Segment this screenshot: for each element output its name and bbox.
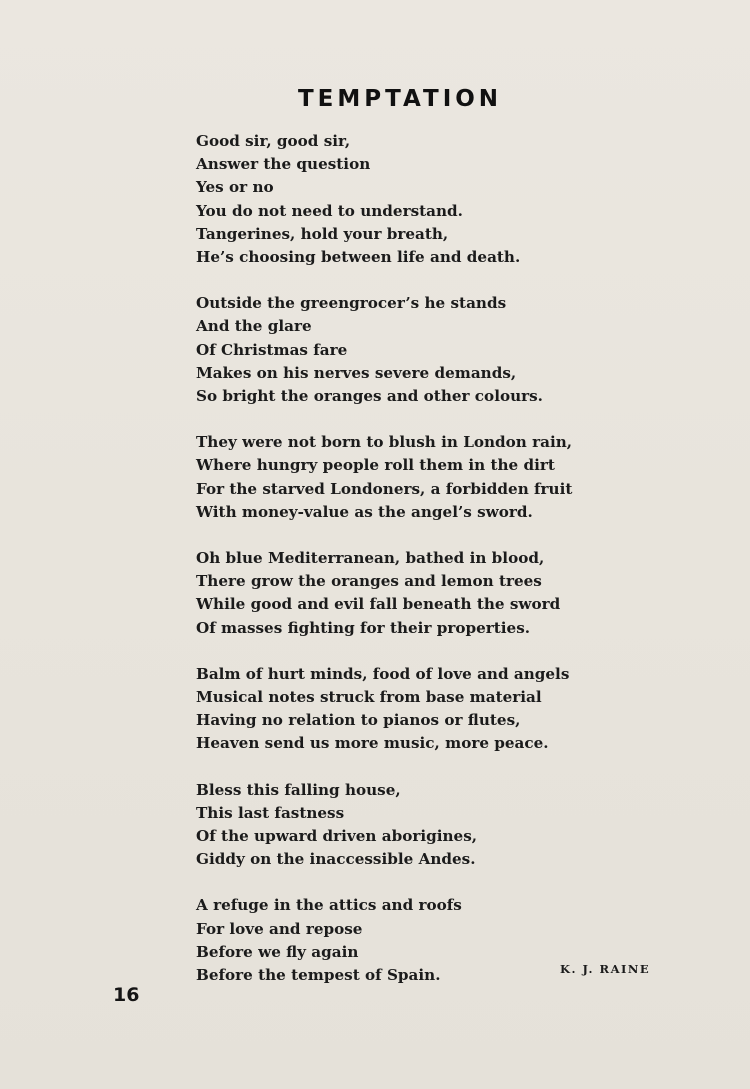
poem-body — [196, 130, 676, 1010]
poem-line: Good sir, good sir, — [196, 132, 351, 150]
poem-line: He’s choosing between life and death. — [196, 248, 521, 267]
poem-line: With money-value as the angel’s sword. — [196, 502, 533, 521]
stanza-1 — [196, 130, 676, 269]
poem-line: Of Christmas fare — [196, 340, 348, 359]
poem-line: Heaven send us more music, more peace. — [196, 734, 549, 753]
stanza-5 — [196, 663, 676, 756]
page-number: 16 — [113, 984, 140, 1006]
stanza-4 — [196, 547, 676, 640]
poem-line: Before the tempest of Spain. — [196, 966, 441, 985]
poem-author: K. J. RAINE — [560, 962, 651, 976]
poem-line: And the glare — [196, 317, 312, 336]
poem-line: A refuge in the attics and roofs — [196, 896, 462, 915]
poem-line: Bless this falling house, — [196, 780, 401, 799]
poem-line: Yes or no — [196, 178, 274, 197]
poem-line: Answer the question — [196, 155, 371, 174]
poem-line: While good and evil fall beneath the sword — [196, 595, 561, 614]
stanza-6 — [196, 779, 676, 872]
poem-line: Before we fly again — [196, 942, 359, 961]
stanza-2 — [196, 292, 676, 408]
poem-line: They were not born to blush in London rain, — [196, 433, 573, 452]
poem-line: You do not need to understand. — [196, 201, 463, 220]
poem-line: Outside the greengrocer’s he stands — [196, 294, 507, 313]
poem-line: For love and repose — [196, 919, 363, 938]
poem-title: TEMPTATION — [297, 86, 503, 112]
poem-line: Of masses fighting for their properties. — [196, 618, 531, 637]
poem-line: Balm of hurt minds, food of love and angels — [196, 664, 570, 683]
poem-line: So bright the oranges and other colours. — [196, 387, 543, 406]
poem-line: Makes on his nerves severe demands, — [196, 363, 517, 382]
poem-line: Of the upward driven aborigines, — [196, 827, 478, 846]
poem-line: For the starved Londoners, a forbidden fruit — [196, 479, 573, 498]
poem-line: Where hungry people roll them in the dirt — [196, 456, 555, 475]
poem-line: Oh blue Mediterranean, bathed in blood, — [196, 549, 545, 568]
poem-line: This last fastness — [196, 803, 345, 822]
stanza-3 — [196, 431, 676, 524]
poem-line: Having no relation to pianos or flutes, — [196, 711, 521, 730]
poem-line: Musical notes struck from base material — [196, 688, 542, 707]
poem-line: There grow the oranges and lemon trees — [196, 572, 542, 591]
poem-line: Tangerines, hold your breath, — [196, 224, 449, 243]
poem-line: Giddy on the inaccessible Andes. — [196, 850, 476, 869]
